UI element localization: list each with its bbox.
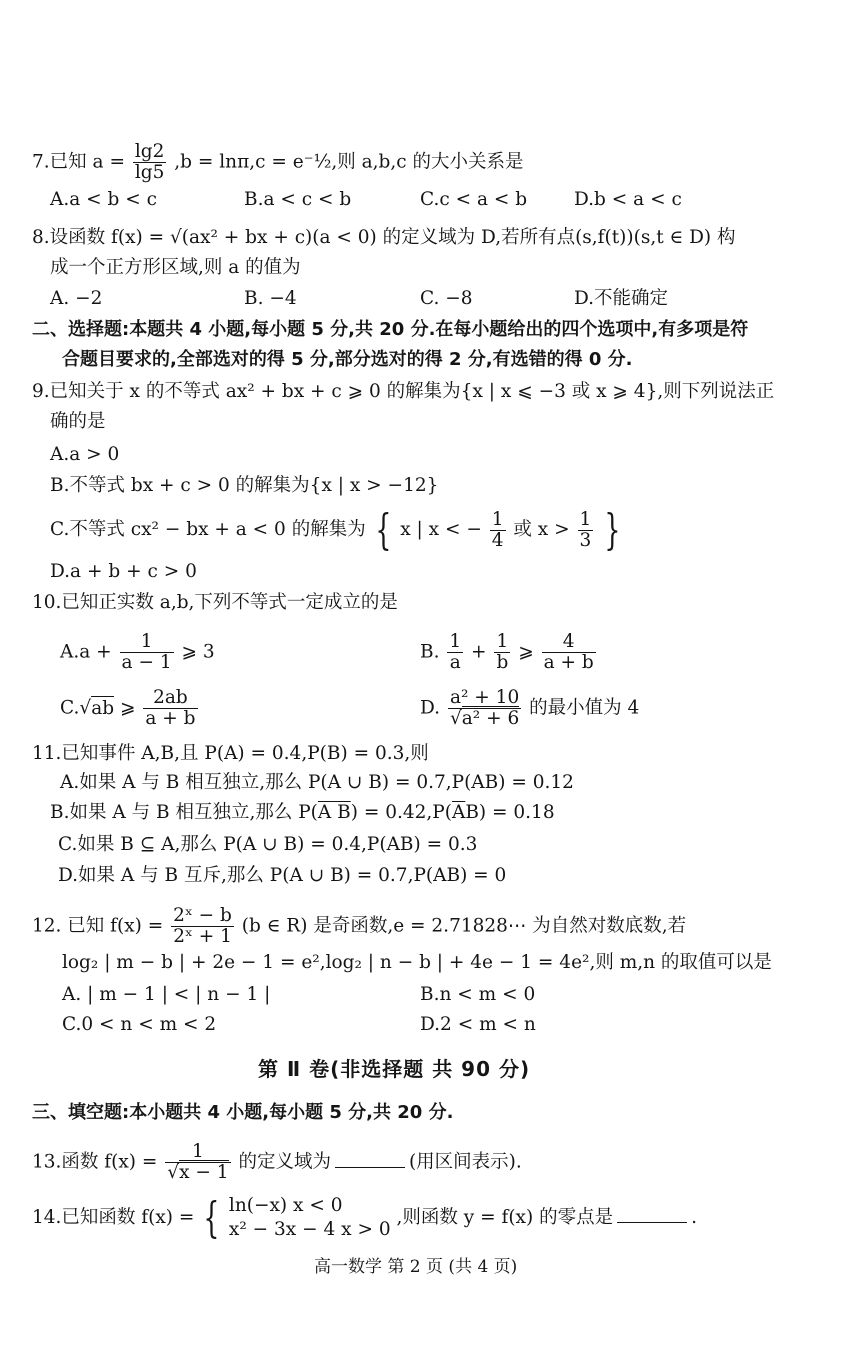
q8-option-c: C. −8 xyxy=(420,288,473,309)
q12-option-a: A. | m − 1 | < | n − 1 | xyxy=(62,984,271,1005)
q11-b-bar2: $\overline{A}$ xyxy=(451,802,466,823)
q9-option-c-mid: x | x < − xyxy=(400,519,482,540)
section3-heading: 三、填空题:本小题共 4 小题,每小题 5 分,共 20 分. xyxy=(32,1102,454,1123)
q13-line xyxy=(32,1142,522,1183)
q14-answer-blank[interactable] xyxy=(617,1206,687,1223)
q13-answer-blank[interactable] xyxy=(335,1151,405,1168)
part2-title: 第 Ⅱ 卷(非选择题 共 90 分) xyxy=(258,1057,531,1081)
q9-option-c-prefix: C.不等式 cx² − bx + a < 0 的解集为 xyxy=(50,519,366,540)
q10-b-f2-den: b xyxy=(496,652,509,673)
page-footer: 高一数学 第 2 页 (共 4 页) xyxy=(314,1257,518,1277)
q9-option-b: B.不等式 bx + c > 0 的解集为{x | x > −12} xyxy=(50,475,439,496)
q11-option-c: C.如果 B ⊆ A,那么 P(A ∪ B) = 0.4,P(AB) = 0.3 xyxy=(58,834,478,855)
q12-line2: log₂ | m − b | + 2e − 1 = e²,log₂ | n − b | + 4e − 1 = 4e²,则 m,n 的取值可以是 xyxy=(62,952,772,973)
q12-line1 xyxy=(32,906,686,947)
q9-line2: 确的是 xyxy=(50,411,106,432)
q9-frac2-num: 1 xyxy=(579,508,592,530)
q13-den: x − 1 xyxy=(179,1162,229,1183)
q10-b-f1-den: a xyxy=(449,652,461,673)
q10-b-f2-num: 1 xyxy=(494,632,510,653)
q10-c-num: 2ab xyxy=(143,688,197,709)
q7-option-a: A.a < b < c xyxy=(50,189,157,210)
q10-b-frac3 xyxy=(542,632,596,673)
q11-b-bar1: A B xyxy=(317,802,351,823)
q7-stem xyxy=(32,142,524,183)
q10-b-frac2 xyxy=(494,632,510,673)
q13-post: (用区间表示). xyxy=(408,1151,522,1173)
q11-option-b xyxy=(50,801,555,825)
q13-pre: 13.函数 f(x) = xyxy=(32,1151,158,1173)
q7-prefix: 7.已知 a = xyxy=(32,151,125,173)
left-brace: { xyxy=(374,505,391,554)
q12-frac xyxy=(171,906,234,947)
q9-option-d: D.a + b + c > 0 xyxy=(50,561,197,582)
q10-b-f3-num: 4 xyxy=(542,632,596,653)
q12-post: (b ∈ R) 是奇函数,e = 2.71828⋯ 为自然对数底数,若 xyxy=(241,915,687,937)
q11-option-a: A.如果 A 与 B 相互独立,那么 P(A ∪ B) = 0.7,P(AB) = 0.12 xyxy=(60,772,574,793)
q8-option-a: A. −2 xyxy=(50,288,103,309)
q10-a-frac xyxy=(120,632,174,673)
piecewise-brace: { xyxy=(203,1193,220,1242)
q9-option-c-frac1 xyxy=(490,510,506,551)
q8-option-d: D.不能确定 xyxy=(574,288,669,309)
q14-line xyxy=(32,1194,697,1242)
q11-b-post: B) = 0.18 xyxy=(465,802,555,823)
q10-c-sqrt: ab xyxy=(91,697,115,719)
q10-option-c: C.√ab ⩾ $\frac{2ab}{a + b}$ xyxy=(60,687,196,729)
q10-d-pre: D. xyxy=(420,697,441,719)
q9-line1: 9.已知关于 x 的不等式 ax² + bx + c ⩾ 0 的解集为{x | x ⩽ −3 或 x ⩾ 4},则下列说法正 xyxy=(32,381,775,402)
q8-option-b: B. −4 xyxy=(244,288,297,309)
q14-post: . xyxy=(691,1207,697,1228)
q13-mid: 的定义域为 xyxy=(238,1151,331,1173)
q10-b-pre: B. xyxy=(420,641,440,663)
q10-a-post: ⩾ 3 xyxy=(181,641,215,663)
q10-c-pre: C. xyxy=(60,697,80,719)
q13-frac: $\frac{1}{√x - 1}$ xyxy=(167,1141,229,1183)
q7-option-d: D.b < a < c xyxy=(574,189,682,210)
q9-frac1-den: 4 xyxy=(491,529,504,551)
q7-fraction xyxy=(133,142,167,183)
section2-heading-line1: 二、选择题:本题共 4 小题,每小题 5 分,共 20 分.在每小题给出的四个选项中,有多项是符 xyxy=(32,319,749,340)
q12-option-d: D.2 < m < n xyxy=(420,1014,536,1035)
q10-d-den: a² + 6 xyxy=(461,708,520,729)
q10-a-pre: A.a + xyxy=(60,641,112,663)
q10-b-plus: + xyxy=(471,641,487,663)
q12-option-c: C.0 < n < m < 2 xyxy=(62,1014,217,1035)
q7-frac-num: lg2 xyxy=(134,141,165,162)
q8-line2: 成一个正方形区域,则 a 的值为 xyxy=(50,257,301,278)
q10-option-d xyxy=(420,688,639,729)
q10-d-num: a² + 10 xyxy=(448,688,521,709)
section2-heading-line2: 合题目要求的,全部选对的得 5 分,部分选对的得 2 分,有选错的得 0 分. xyxy=(62,349,633,370)
q13-num: 1 xyxy=(165,1142,230,1163)
q10-c-ge: ⩾ xyxy=(119,697,136,719)
q12-num: 2ˣ − b xyxy=(173,905,232,926)
q10-c-frac xyxy=(143,688,197,729)
q10-option-b xyxy=(420,632,598,673)
q14-piecewise xyxy=(229,1194,391,1242)
q10-stem: 10.已知正实数 a,b,下列不等式一定成立的是 xyxy=(32,592,398,613)
q14-case1: ln(−x) x < 0 xyxy=(228,1195,343,1216)
q10-b-f1-num: 1 xyxy=(449,631,462,652)
right-brace: } xyxy=(604,505,621,554)
q9-option-c xyxy=(50,505,624,554)
q12-den: 2ˣ + 1 xyxy=(173,926,232,947)
q9-option-c-frac2 xyxy=(578,510,594,551)
q9-frac1-num: 1 xyxy=(491,508,504,530)
q9-frac2-den: 3 xyxy=(579,529,592,551)
q7-option-c: C.c < a < b xyxy=(420,189,528,210)
q14-mid: ,则函数 y = f(x) 的零点是 xyxy=(396,1207,614,1228)
q7-option-b: B.a < c < b xyxy=(244,189,352,210)
q12-option-b: B.n < m < 0 xyxy=(420,984,536,1005)
q8-line1: 8.设函数 f(x) = √(ax² + bx + c)(a < 0) 的定义域为 D,若所有点(s,f(t))(s,t ∈ D) 构 xyxy=(32,227,736,248)
q10-d-frac: $\frac{\text{a² + 10}}{\text{√a² + 6}}$ xyxy=(449,687,520,729)
q10-d-post: 的最小值为 4 xyxy=(529,697,640,719)
q11-stem: 11.已知事件 A,B,且 P(A) = 0.4,P(B) = 0.3,则 xyxy=(32,743,429,764)
q9-option-c-or: 或 x > xyxy=(513,519,570,540)
q14-case2: x² − 3x − 4 x > 0 xyxy=(228,1219,391,1240)
q10-a-den: a − 1 xyxy=(121,652,172,673)
q12-pre: 12. 已知 f(x) = xyxy=(32,915,164,937)
q11-option-d: D.如果 A 与 B 互斥,那么 P(A ∪ B) = 0.7,P(AB) = 0 xyxy=(58,865,507,886)
q10-b-f3-den: a + b xyxy=(543,652,594,673)
q9-option-a: A.a > 0 xyxy=(50,444,120,465)
q7-frac-den: lg5 xyxy=(134,162,165,183)
q10-option-a xyxy=(60,632,215,673)
q14-pre: 14.已知函数 f(x) = xyxy=(32,1207,195,1228)
q10-c-den: a + b xyxy=(145,708,196,729)
q7-rest: ,b = lnπ,c = e⁻½,则 a,b,c 的大小关系是 xyxy=(174,151,524,173)
q10-a-num: 1 xyxy=(120,632,174,653)
q10-b-ge: ⩾ xyxy=(518,641,534,663)
q11-b-pre: B.如果 A 与 B 相互独立,那么 P( xyxy=(50,802,318,823)
q10-b-frac1 xyxy=(447,632,463,673)
q11-b-mid: ) = 0.42,P( xyxy=(350,802,452,823)
